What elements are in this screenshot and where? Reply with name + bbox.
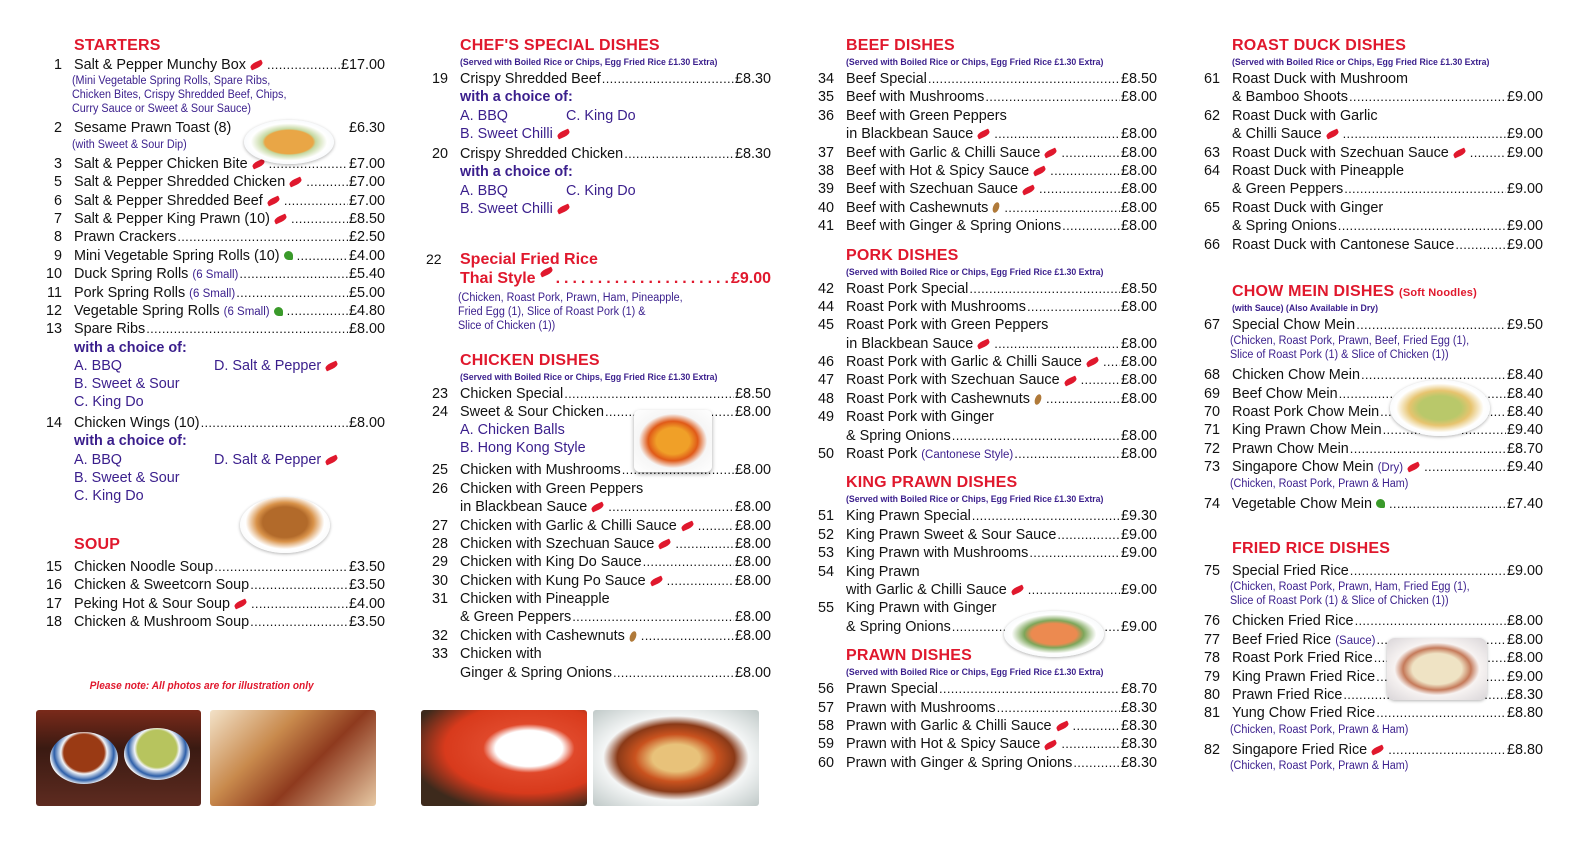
prawn-toast-photo xyxy=(244,120,334,164)
menu-item: 12 Vegetable Spring Rolls (6 Small) ..... £4.80 xyxy=(40,302,385,320)
item-description: Curry Sauce or Sweet & Sour Sauce) xyxy=(71,103,252,116)
menu-item: 47 Roast Pork with Szechuan Sauce ..... £8.00 xyxy=(812,371,1157,389)
menu-item: 5 Salt & Pepper Shredded Chicken ..... £7.00 xyxy=(40,173,385,191)
menu-item-continued: & Green Peppers ..... £8.00 xyxy=(426,608,771,626)
menu-item: 9 Mini Vegetable Spring Rolls (10) ..... £4.00 xyxy=(40,247,385,265)
item-description: Chicken Bites, Crispy Shredded Beef, Chips, xyxy=(71,89,287,102)
cashew-icon xyxy=(628,630,637,642)
menu-item: 33 Chicken with xyxy=(431,646,542,663)
choice-option: A. Chicken Balls xyxy=(460,422,565,439)
menu-item: 75 Special Fried Rice ..... £9.00 xyxy=(1198,562,1543,580)
menu-column-2 xyxy=(426,36,771,682)
spare-ribs-photo xyxy=(210,710,376,806)
menu-item: 38 Beef with Hot & Spicy Sauce ..... £8.00 xyxy=(812,162,1157,180)
choice-option: C. King Do xyxy=(74,394,144,411)
section-title-fried-rice: FRIED RICE DISHES xyxy=(1232,540,1391,558)
chow-mein-photo xyxy=(1390,380,1490,436)
item-description: Slice of Roast Pork (1) & Slice of Chicken (1)) xyxy=(1229,349,1449,362)
chili-icon xyxy=(1325,129,1339,140)
photo-note: Please note: All photos are for illustration only xyxy=(89,680,314,692)
chili-icon xyxy=(649,575,663,586)
item-description: Fried Egg (1), Slice of Roast Pork (1) & xyxy=(457,305,646,318)
chili-icon xyxy=(1055,721,1069,732)
section-title-chefs-special: CHEF'S SPECIAL DISHES xyxy=(460,37,660,54)
chicken-wings-photo xyxy=(240,497,330,553)
chili-icon xyxy=(977,129,991,140)
menu-item: 6 Salt & Pepper Shredded Beef ..... £7.00 xyxy=(40,192,385,210)
vegetarian-icon xyxy=(274,307,283,316)
chili-icon xyxy=(1452,147,1466,158)
section-title-chow-mein: CHOW MEIN DISHES (Soft Noodles) xyxy=(1232,282,1477,300)
menu-item: 80 Prawn Fried Rice ..... £8.30 xyxy=(1198,686,1543,704)
chili-icon xyxy=(1033,166,1047,177)
menu-item: 48 Roast Pork with Cashewnuts ..... £8.00 xyxy=(812,390,1157,408)
king-prawn-photo xyxy=(1004,611,1104,657)
chili-icon xyxy=(249,60,263,71)
menu-item-continued: in Blackbean Sauce ..... £8.00 xyxy=(812,125,1157,143)
section-title-beef: BEEF DISHES xyxy=(846,37,955,54)
menu-item: 17 Peking Hot & Sour Soup ..... £4.00 xyxy=(40,595,385,613)
menu-item-continued: Ginger & Spring Onions ..... £8.00 xyxy=(426,664,771,682)
menu-item: 81 Yung Chow Fried Rice ..... £8.80 xyxy=(1198,704,1543,722)
menu-item: 68 Chicken Chow Mein ..... £8.40 xyxy=(1198,366,1543,384)
fried-rice-photo xyxy=(1387,638,1487,700)
section-note: (Served with Boiled Rice or Chips, Egg Fried Rice £1.30 Extra) xyxy=(460,57,718,68)
special-fried-rice-price-row: Thai Style ..... £9.00 xyxy=(426,269,771,288)
menu-item: 49 Roast Pork with Ginger xyxy=(817,409,994,426)
choice-option: A. BBQ D. Salt & Pepper xyxy=(40,357,385,375)
section-note: (Served with Boiled Rice or Chips, Egg Fried Rice £1.30 Extra) xyxy=(846,494,1104,506)
menu-item: 51 King Prawn Special ..... £9.30 xyxy=(812,507,1157,525)
chili-icon xyxy=(325,361,339,372)
menu-item-continued: & Chilli Sauce ..... £9.00 xyxy=(1198,125,1543,143)
menu-column-4 xyxy=(1198,36,1543,773)
menu-item: 31 Chicken with Pineapple xyxy=(431,591,610,608)
menu-item: 24 Sweet & Sour Chicken ..... £8.00 xyxy=(426,403,771,421)
menu-item-continued: & Bamboo Shoots ..... £9.00 xyxy=(1198,88,1543,106)
item-description: Slice of Roast Pork (1) & Slice of Chicken (1)) xyxy=(1229,595,1449,608)
menu-item: 36 Beef with Green Peppers xyxy=(817,107,1007,124)
menu-item: 41 Beef with Ginger & Spring Onions ..... £8.00 xyxy=(812,217,1157,235)
menu-item: 79 King Prawn Fried Rice ..... £9.00 xyxy=(1198,668,1543,686)
menu-item: 27 Chicken with Garlic & Chilli Sauce ..... £8.00 xyxy=(426,517,771,535)
chili-icon xyxy=(289,177,303,188)
menu-item: 67 Special Chow Mein ..... £9.50 xyxy=(1198,316,1543,334)
menu-item: 76 Chicken Fried Rice ..... £8.00 xyxy=(1198,612,1543,630)
menu-item-continued: with Garlic & Chilli Sauce ..... £9.00 xyxy=(812,581,1157,599)
chili-icon xyxy=(680,520,694,531)
item-description: (Mini Vegetable Spring Rolls, Spare Ribs, xyxy=(71,75,271,88)
menu-item: 37 Beef with Garlic & Chilli Sauce ..... £8.00 xyxy=(812,144,1157,162)
choice-heading: with a choice of: xyxy=(74,433,187,450)
menu-item: 56 Prawn Special ..... £8.70 xyxy=(812,680,1157,698)
chili-icon xyxy=(266,195,280,206)
choice-option: A. BBQ D. Salt & Pepper xyxy=(40,451,385,469)
menu-item-continued: in Blackbean Sauce ..... £8.00 xyxy=(812,335,1157,353)
menu-item-continued: in Blackbean Sauce ..... £8.00 xyxy=(426,498,771,516)
menu-item: 7 Salt & Pepper King Prawn (10) ..... £8.50 xyxy=(40,210,385,228)
menu-item: 57 Prawn with Mushrooms ..... £8.30 xyxy=(812,699,1157,717)
menu-item: 46 Roast Pork with Garlic & Chilli Sauce ..... £8.00 xyxy=(812,353,1157,371)
menu-item: 54 King Prawn xyxy=(817,563,920,580)
menu-item-continued: & Green Peppers ..... £9.00 xyxy=(1198,180,1543,198)
choice-option: B. Sweet & Sour xyxy=(74,376,180,393)
menu-item: 73 Singapore Chow Mein (Dry) ..... £9.40 xyxy=(1198,458,1543,476)
menu-item: 74 Vegetable Chow Mein ..... £7.40 xyxy=(1198,495,1543,513)
section-note: (Served with Boiled Rice or Chips, Egg Fried Rice £1.30 Extra) xyxy=(846,266,1104,278)
menu-item: 15 Chicken Noodle Soup ..... £3.50 xyxy=(40,558,385,576)
menu-item: 23 Chicken Special ..... £8.50 xyxy=(426,385,771,403)
menu-item: 50 Roast Pork (Cantonese Style) ..... £8.00 xyxy=(812,445,1157,463)
choice-option: B. Hong Kong Style xyxy=(460,440,586,457)
menu-item: 39 Beef with Szechuan Sauce ..... £8.00 xyxy=(812,180,1157,198)
menu-item-continued: & Spring Onions ..... £8.00 xyxy=(812,427,1157,445)
menu-item: 44 Roast Pork with Mushrooms ..... £8.00 xyxy=(812,298,1157,316)
vegetarian-icon xyxy=(1376,499,1385,508)
menu-item-continued: & Spring Onions ..... £9.00 xyxy=(1198,217,1543,235)
chili-icon xyxy=(1044,739,1058,750)
item-description: (Chicken, Roast Pork, Prawn & Ham) xyxy=(1229,723,1409,736)
menu-item: 53 King Prawn with Mushrooms ..... £9.00 xyxy=(812,544,1157,562)
section-title-pork: PORK DISHES xyxy=(846,246,959,264)
choice-heading: with a choice of: xyxy=(460,164,573,181)
chili-icon xyxy=(1371,745,1385,756)
item-description: Slice of Chicken (1)) xyxy=(457,319,556,332)
chili-icon xyxy=(1085,357,1099,368)
section-note: (with Sauce) (Also Available in Dry) xyxy=(1232,302,1379,314)
section-title-roast-duck: ROAST DUCK DISHES xyxy=(1232,37,1407,54)
menu-item: 25 Chicken with Mushrooms ..... £8.00 xyxy=(426,461,771,479)
item-description: (with Sweet & Sour Dip) xyxy=(71,138,187,151)
section-note: (Served with Boiled Rice or Chips, Egg Fried Rice £1.30 Extra) xyxy=(460,371,718,383)
menu-item: 64 Roast Duck with Pineapple xyxy=(1203,162,1404,179)
sweet-sour-chicken-photo xyxy=(634,410,712,472)
chili-icon xyxy=(658,539,672,550)
item-description: (Chicken, Roast Pork, Prawn, Ham, Fried Egg (1), xyxy=(1229,581,1470,594)
chili-icon xyxy=(556,129,570,140)
item-description: (Chicken, Roast Pork, Prawn & Ham) xyxy=(1229,760,1409,773)
menu-item-continued: & Spring Onions ..... £9.00 xyxy=(812,618,1157,636)
section-title-starters: STARTERS xyxy=(74,37,161,54)
section-title-prawn: PRAWN DISHES xyxy=(846,647,972,665)
menu-item: 3 Salt & Pepper Chicken Bite ..... £7.00 xyxy=(40,155,385,173)
menu-item: 26 Chicken with Green Peppers xyxy=(431,480,644,497)
soup-bowls-photo xyxy=(36,710,201,806)
menu-item: 71 King Prawn Chow Mein ..... £9.40 xyxy=(1198,421,1543,439)
menu-item: 52 King Prawn Sweet & Sour Sauce ..... £9.00 xyxy=(812,526,1157,544)
chili-icon xyxy=(1406,462,1420,473)
menu-item: 11 Pork Spring Rolls (6 Small) ..... £5.00 xyxy=(40,284,385,302)
menu-item: 63 Roast Duck with Szechuan Sauce ..... £9.00 xyxy=(1198,144,1543,162)
menu-item: 40 Beef with Cashewnuts ..... £8.00 xyxy=(812,199,1157,217)
menu-item: 28 Chicken with Szechuan Sauce ..... £8.00 xyxy=(426,535,771,553)
menu-item: 77 Beef Fried Rice (Sauce) ..... £8.00 xyxy=(1198,631,1543,649)
chili-icon xyxy=(1063,375,1077,386)
menu-column-3 xyxy=(812,36,1157,772)
menu-item: 13 Spare Ribs ..... £8.00 xyxy=(40,320,385,338)
menu-item: 30 Chicken with Kung Po Sauce ..... £8.00 xyxy=(426,572,771,590)
choice-option: B. Sweet Chilli xyxy=(426,200,771,218)
menu-item: 32 Chicken with Cashewnuts ..... £8.00 xyxy=(426,627,771,645)
menu-item: 60 Prawn with Ginger & Spring Onions ..... £8.30 xyxy=(812,754,1157,772)
section-note: (Served with Boiled Rice or Chips, Egg Fried Rice £1.30 Extra) xyxy=(846,667,1104,679)
menu-item: 70 Roast Pork Chow Mein ..... £8.40 xyxy=(1198,403,1543,421)
menu-item: 59 Prawn with Hot & Spicy Sauce ..... £8.30 xyxy=(812,735,1157,753)
section-title-chicken: CHICKEN DISHES xyxy=(460,351,600,369)
menu-item: 29 Chicken with King Do Sauce ..... £8.00 xyxy=(426,553,771,571)
menu-item: 16 Chicken & Sweetcorn Soup ..... £3.50 xyxy=(40,576,385,594)
hot-sour-soup-bowl xyxy=(50,732,118,784)
menu-item: 58 Prawn with Garlic & Chilli Sauce ..... £8.30 xyxy=(812,717,1157,735)
section-note: (Served with Boiled Rice or Chips, Egg Fried Rice £1.30 Extra) xyxy=(1232,57,1490,68)
menu-item: 42 Roast Pork Special ..... £8.50 xyxy=(812,280,1157,298)
menu-item: 45 Roast Pork with Green Peppers xyxy=(817,317,1049,334)
section-note: (Served with Boiled Rice or Chips, Egg Fried Rice £1.30 Extra) xyxy=(846,57,1104,68)
chili-icon xyxy=(325,455,339,466)
menu-item: 8 Prawn Crackers ..... £2.50 xyxy=(40,228,385,246)
choice-option: A. BBQ C. King Do xyxy=(460,182,636,199)
menu-item: 65 Roast Duck with Ginger xyxy=(1203,199,1384,216)
item-description: (Chicken, Roast Pork, Prawn, Ham, Pineapple, xyxy=(457,291,683,304)
sweet-sour-rice-photo xyxy=(421,710,587,806)
menu-item: 10 Duck Spring Rolls (6 Small) ..... £5.40 xyxy=(40,265,385,283)
menu-item: 2 Sesame Prawn Toast (8) £6.30 xyxy=(53,120,385,137)
menu-item: 61 Roast Duck with Mushroom xyxy=(1203,71,1408,87)
cashew-icon xyxy=(1033,393,1042,405)
menu-item: 19 Crispy Shredded Beef ..... £8.30 xyxy=(426,70,771,88)
menu-item: 34 Beef Special ..... £8.50 xyxy=(812,70,1157,88)
menu-item: 1 Salt & Pepper Munchy Box ..... £17.00 xyxy=(40,56,385,74)
choice-heading: with a choice of: xyxy=(74,339,187,356)
item-description: (Chicken, Roast Pork, Prawn & Ham) xyxy=(1229,477,1409,490)
choice-option: A. BBQ C. King Do xyxy=(460,107,636,124)
chili-icon xyxy=(1021,184,1035,195)
chili-icon xyxy=(233,598,247,609)
menu-item: 14 Chicken Wings (10) ..... £8.00 xyxy=(40,414,385,432)
menu-item: 72 Prawn Chow Mein ..... £8.70 xyxy=(1198,440,1543,458)
choice-option: C. King Do xyxy=(74,487,144,504)
choice-heading: with a choice of: xyxy=(460,89,573,106)
chili-icon xyxy=(977,338,991,349)
menu-item: 69 Beef Chow Mein ..... £8.40 xyxy=(1198,385,1543,403)
menu-item: 35 Beef with Mushrooms ..... £8.00 xyxy=(812,88,1157,106)
menu-item: 20 Crispy Shredded Chicken ..... £8.30 xyxy=(426,145,771,163)
section-title-soup: SOUP xyxy=(74,535,121,553)
menu-item: 62 Roast Duck with Garlic xyxy=(1203,107,1378,124)
section-title-king-prawn: KING PRAWN DISHES xyxy=(846,474,1018,492)
chili-icon xyxy=(1010,585,1024,596)
chili-icon xyxy=(273,214,287,225)
vegetarian-icon xyxy=(284,251,293,260)
menu-item: 78 Roast Pork Fried Rice ..... £8.00 xyxy=(1198,649,1543,667)
choice-option: B. Sweet & Sour xyxy=(74,469,180,486)
menu-item: 18 Chicken & Mushroom Soup ..... £3.50 xyxy=(40,613,385,631)
choice-option: B. Sweet Chilli xyxy=(426,125,771,143)
menu-item: 66 Roast Duck with Cantonese Sauce ..... £9.00 xyxy=(1198,236,1543,254)
item-description: (Chicken, Roast Pork, Prawn, Beef, Fried Egg (1), xyxy=(1229,335,1470,348)
sweetcorn-soup-bowl xyxy=(124,728,190,780)
special-fried-rice-title: 22 Special Fried Rice xyxy=(426,250,598,268)
menu-item: 82 Singapore Fried Rice ..... £8.80 xyxy=(1198,741,1543,759)
chili-icon xyxy=(1044,147,1058,158)
menu-item: 55 King Prawn with Ginger xyxy=(817,600,997,617)
cashew-icon xyxy=(992,202,1001,214)
chili-icon xyxy=(556,203,570,214)
kung-po-chicken-photo xyxy=(593,710,759,806)
menu-column-1 xyxy=(40,36,385,631)
chili-icon xyxy=(591,502,605,513)
